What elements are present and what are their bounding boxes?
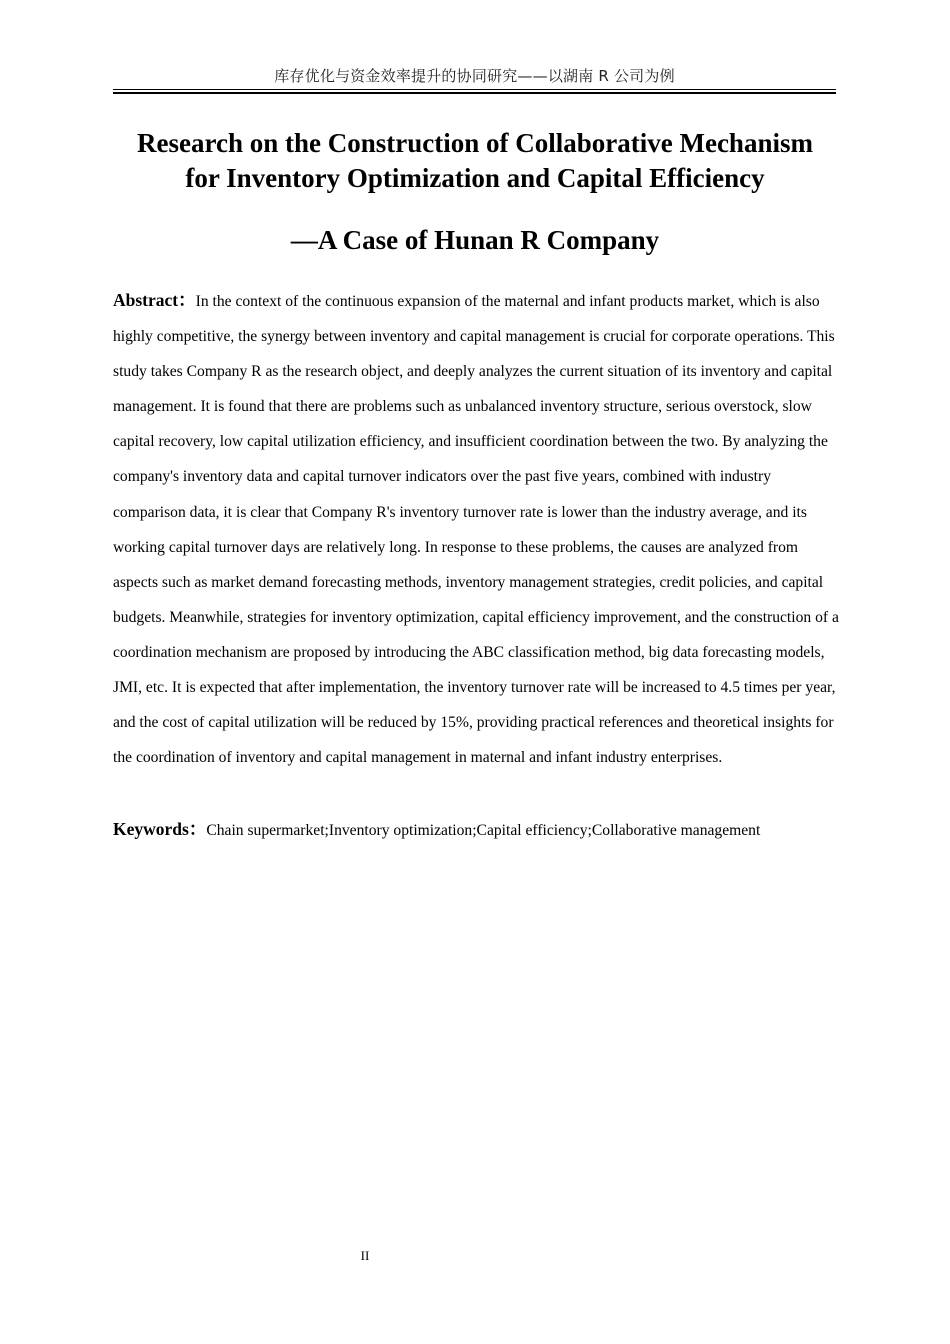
abstract-text: In the context of the continuous expansion of the maternal and infant products market, which is also highly competitive, the synergy between inventory and capital management is crucial for corporate operations. This study takes Company R as the research object, and deeply analyzes the current situation of its inventory and capital management. It is found that there are problems such as unbalanced inventory structure, serious overstock, slow capital recovery, low capital utilization efficiency, and insufficient coordination between the two. By analyzing the company's inventory data and capital turnover indicators over the past five years, combined with industry comparison data, it is clear that Company R's inventory turnover rate is lower than the industry average, and its working capital turnover days are relatively long. In response to these problems, the causes are analyzed from aspects such as market demand forecasting methods, inventory management strategies, credit policies, and capital budgets. Meanwhile, strategies for inventory optimization, capital efficiency improvement, and the construction of a coordination mechanism are proposed by introducing the ABC classification method, big data forecasting models, JMI, etc. It is expected that after implementation, the inventory turnover rate will be increased to 4.5 times per year, and the cost of capital utilization will be reduced by 15%, providing practical references and theoretical insights for the coordination of inventory and capital management in maternal and infant industry enterprises. [113,293,839,767]
header-rule [113,89,836,94]
title-line-2: for Inventory Optimization and Capital Efficiency [185,163,765,193]
keywords-text: Chain supermarket;Inventory optimization;Capital efficiency;Collaborative management [206,822,761,839]
abstract-label: Abstract： [113,290,196,310]
running-header: 库存优化与资金效率提升的协同研究——以湖南 R 公司为例 [274,67,675,85]
paper-subtitle: —A Case of Hunan R Company [290,225,660,255]
abstract-paragraph [113,283,839,775]
title-line-1: Research on the Construction of Collaborative Mechanism [137,128,813,158]
paper-title [100,126,850,196]
page-number: II [360,1248,370,1263]
keywords-paragraph [113,812,839,848]
keywords-label: Keywords： [113,819,207,839]
